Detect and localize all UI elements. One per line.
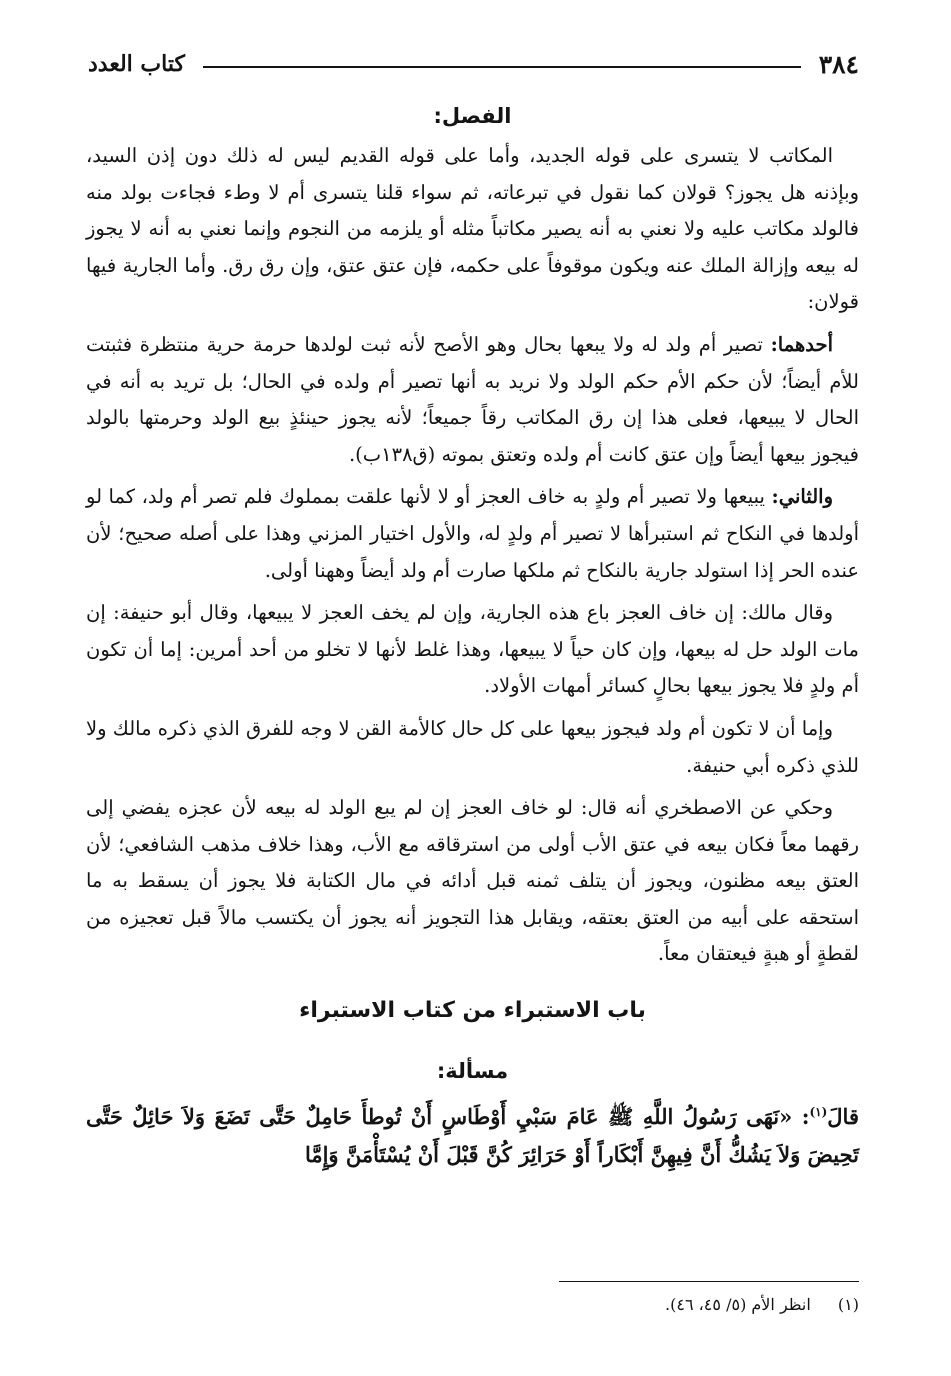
subsection-title: مسألة: xyxy=(436,1059,509,1084)
paragraph-text: وقال مالك: إن خاف العجز باع هذه الجارية، وإن لم يخف العجز لا يبيعها، وقال أبو حنيفة: إن مات الولد حل له بيعها، وإن كان حياً لا يبيعها، وهذا غلط لأنها لا تخلو من أحد أمرين: إما أن تكون أم ولدٍ فلا يجوز بيعها بحالٍ كسائر أمهات الأولاد. xyxy=(86,601,859,698)
quote-prefix: قالَ xyxy=(827,1104,859,1130)
paragraph-5 xyxy=(86,711,859,784)
section-title: الفصل: xyxy=(433,104,512,128)
footnote-reference[interactable]: (١) xyxy=(809,1105,828,1120)
paragraph-1 xyxy=(86,138,859,321)
quote-text: : «نَهَى رَسُولُ اللَّهِ ﷺ عَامَ سَبْيِ أَوْطَاسٍ أَنْ تُوطأَ حَامِلٌ حَتَّى تَضَعَ وَلاَ حَائِلٌ حَتَّى تَحِيضَ وَلاَ يَشُكُّ أَنَّ فِيهِنَّ أَبْكَاراً أَوْ حَرَائِرَ كُنَّ قَبْلَ أَنْ يُسْتَأْمَنَّ وَإِمَّا xyxy=(86,1104,859,1168)
paragraph-text: تصير أم ولد له ولا يبعها بحال وهو الأصح لأنه ثبت لولدها حرمة حرية منتظرة فثبتت للأم أيضاً؛ لأن حكم الأم حكم الولد ولا نريد به أنها تصير أم ولده في الحال؛ بل تريد به أنه في الحال لا يبيعها، فعلى هذا إن رق المكاتب رقاً جميعاً؛ لأنه يجوز حينئذٍ بيع الولد وحرمتها بالولد فيجوز بيعها أيضاً وإن عتق كانت أم ولده وتعتق بموته (ق١٣٨ب). xyxy=(86,332,859,466)
footnote xyxy=(86,1292,859,1318)
paragraph-4 xyxy=(86,595,859,705)
paragraph-text: وإما أن لا تكون أم ولد فيجوز بيعها على كل حال كالأمة القن لا وجه للفرق الذي ذكره مالك ولا للذي ذكره أبي حنيفة. xyxy=(86,716,859,777)
paragraph-text: المكاتب لا يتسرى على قوله الجديد، وأما على قوله القديم ليس له ذلك دون إذن السيد، وبإذنه هل يجوز؟ قولان كما نقول في تبرعاته، ثم سواء قلنا يتسرى أم لا وطء فجاءت بولد منه فالولد مكاتب عليه ولا نعني به أنه يصير مكاتباً مثله أو يلزمه من النجوم وإنما نعني به أنه لا يجوز له بيعه وإزالة الملك عنه ويكون موقوفاً على حكمه، فإن عتق عتق، وإن رق رق. وأما الجارية فيها قولان: xyxy=(86,144,859,314)
paragraph-text: يبيعها ولا تصير أم ولدٍ به خاف العجز أو لا لأنها علقت بمملوك فلم تصر أم ولد، كما لو أولدها في النكاح ثم استبرأها لا تصير أم ولدٍ له، والأول اختيار المزني وهذا على أصله صحيح؛ لأن عنده الحر إذا استولد جارية بالنكاح ثم ملكها صارت أم ولد أيضاً وههنا أولى. xyxy=(86,485,859,582)
page-number: ٣٨٤ xyxy=(818,49,859,79)
header-rule xyxy=(203,66,801,68)
paragraph-6 xyxy=(86,790,859,973)
footnote-marker: (١) xyxy=(837,1295,859,1314)
book-title: كتاب العدد xyxy=(88,51,185,77)
page-header xyxy=(88,46,859,82)
paragraph-lead: أحدهما: xyxy=(770,332,833,356)
paragraph-lead: والثاني: xyxy=(771,485,833,509)
footnote-text: انظر الأم (٥/ ٤٥، ٤٦). xyxy=(665,1295,811,1314)
paragraph-2 xyxy=(86,327,859,473)
paragraph-3 xyxy=(86,479,859,589)
footnote-divider xyxy=(559,1281,859,1282)
hadith-quote xyxy=(86,1093,859,1174)
paragraph-text: وحكي عن الاصطخري أنه قال: لو خاف العجز إن لم يبع الولد له بيعه لأن عجزه يفضي إلى رقهما معاً فكان بيعه في عتق الأب أولى من استرقاقه مع الأب، وهذا خلاف مذهب الشافعي؛ لأن العتق بيعه مظنون، ويجوز أن يتلف ثمنه قبل أدائه في مال الكتابة فلا يجوز أن يسقط به ما استحقه على أبيه من العتق بعتقه، ويقابل هذا التجويز أنه يجوز أن يكتسب مالاً قبل تعجيزه من لقطةٍ أو هبةٍ فيعتقان معاً. xyxy=(86,796,859,966)
page-body xyxy=(86,92,859,1180)
chapter-title: باب الاستبراء من كتاب الاستبراء xyxy=(299,998,646,1024)
